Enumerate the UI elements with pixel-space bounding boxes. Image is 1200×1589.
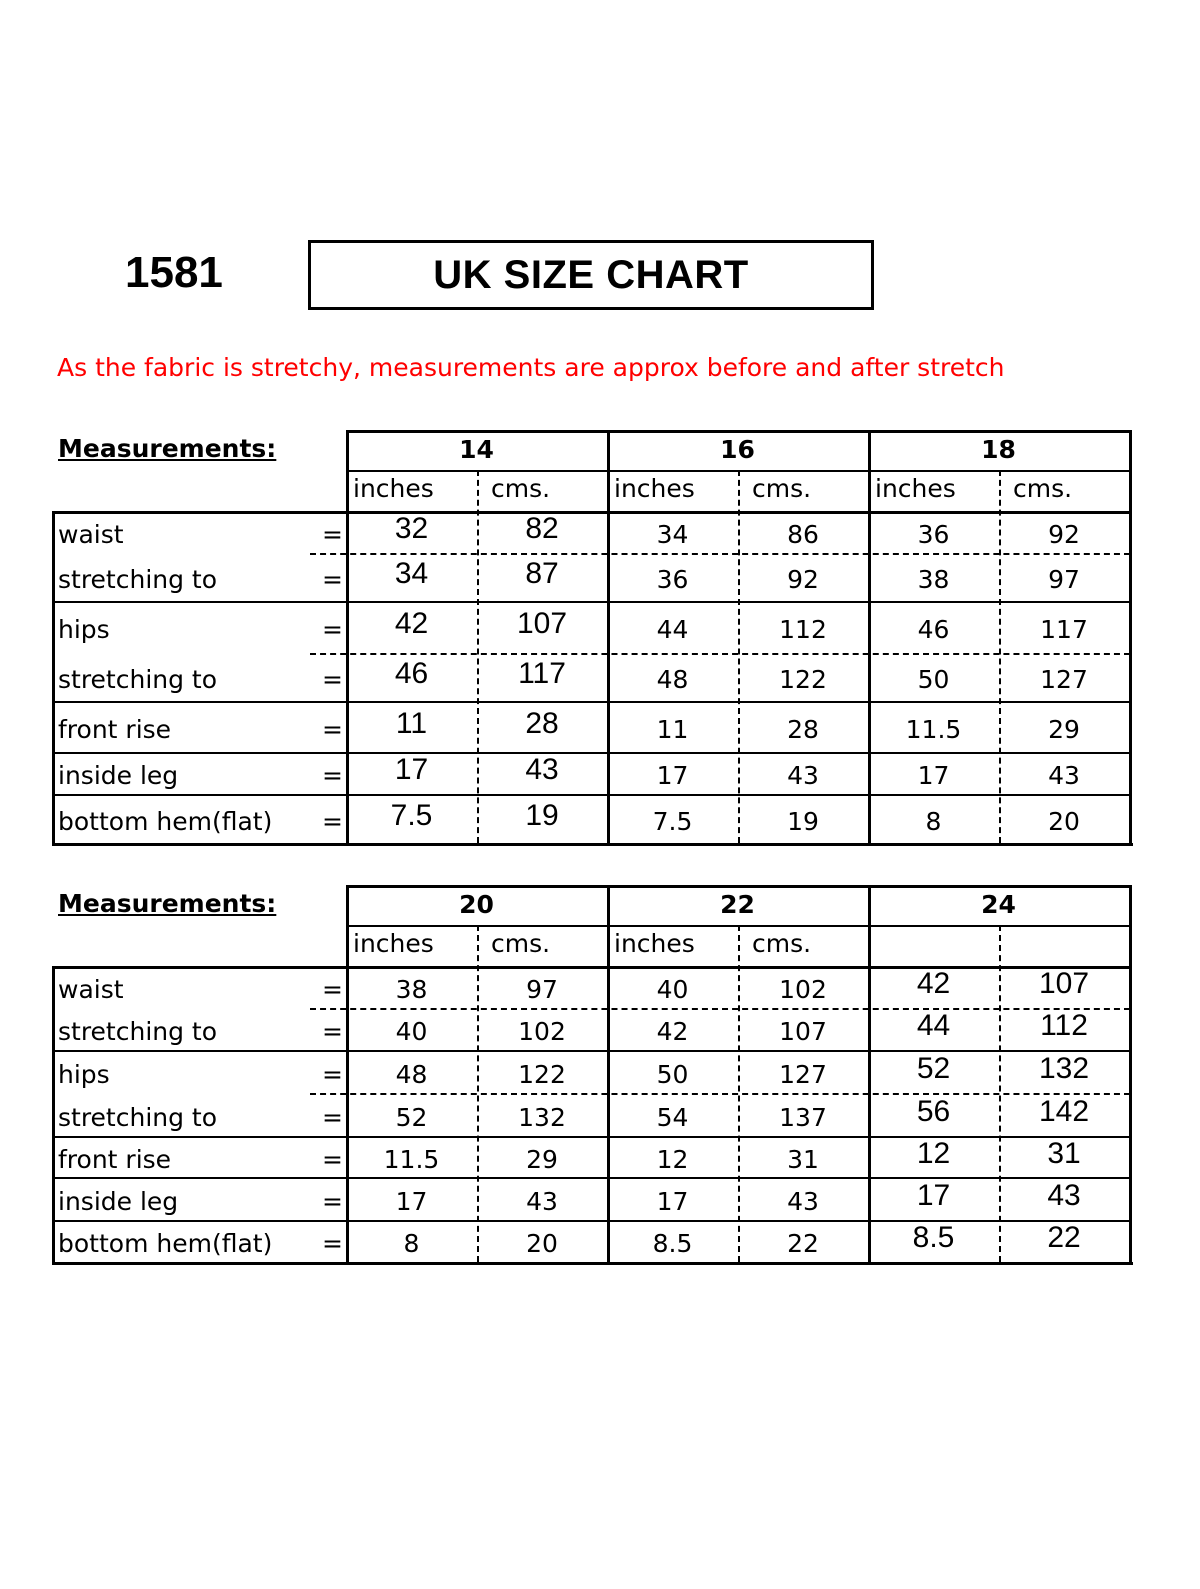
row-label: waist — [58, 520, 124, 549]
table-border — [52, 511, 1130, 514]
value-cell: 17 — [394, 753, 429, 786]
value-cell: 12 — [656, 1144, 689, 1174]
unit-cms: cms. — [752, 474, 812, 503]
value-cell: 50 — [917, 665, 950, 694]
column-divider — [1129, 885, 1132, 1262]
column-divider — [346, 430, 349, 843]
value-cell: 31 — [1047, 1136, 1081, 1170]
row-divider-dashed — [310, 1093, 1130, 1095]
value-cell: 52 — [916, 1051, 951, 1085]
value-cell: 29 — [526, 1144, 558, 1174]
page-title: UK SIZE CHART — [308, 240, 874, 310]
value-cell: 48 — [656, 665, 689, 694]
value-cell: 43 — [525, 753, 559, 786]
column-divider-dashed — [738, 470, 740, 843]
value-cell: 50 — [656, 1059, 689, 1089]
row-label: bottom hem(flat) — [58, 806, 273, 836]
row-divider — [52, 1220, 1130, 1222]
value-cell: 46 — [917, 615, 950, 644]
value-cell: 92 — [787, 565, 819, 594]
value-cell: 97 — [1048, 565, 1080, 594]
style-code: 1581 — [125, 248, 223, 297]
row-label: front rise — [58, 714, 172, 744]
row-label: front rise — [58, 1144, 172, 1174]
table-border — [52, 966, 55, 1262]
row-label: inside leg — [58, 761, 179, 790]
column-divider — [607, 885, 610, 1262]
value-cell: 127 — [779, 1059, 827, 1089]
value-cell: 82 — [525, 512, 559, 545]
value-cell: 28 — [787, 714, 819, 744]
value-cell: 43 — [1048, 761, 1080, 790]
stretch-note: As the fabric is stretchy, measurements are approx before and after stretch — [57, 353, 1005, 382]
value-cell: 11.5 — [905, 714, 962, 744]
value-cell: 46 — [394, 657, 429, 690]
value-cell: 44 — [916, 1009, 951, 1042]
value-cell: 11 — [656, 714, 689, 744]
size-header-24: 24 — [981, 890, 1016, 919]
unit-cms: cms. — [491, 474, 551, 503]
value-cell: 43 — [1047, 1178, 1081, 1212]
unit-cms: cms. — [1013, 474, 1073, 503]
value-cell: 112 — [779, 615, 827, 644]
equals-sign: = — [322, 975, 343, 1004]
row-divider — [52, 1136, 1130, 1138]
value-cell: 40 — [656, 975, 689, 1004]
value-cell: 36 — [917, 520, 950, 549]
value-cell: 38 — [917, 565, 950, 594]
value-cell: 107 — [779, 1017, 827, 1046]
column-divider-dashed — [738, 925, 740, 1262]
value-cell: 42 — [656, 1017, 689, 1046]
value-cell: 17 — [917, 761, 950, 790]
value-cell: 132 — [1038, 1051, 1090, 1085]
value-cell: 8.5 — [912, 1221, 955, 1254]
value-cell: 97 — [526, 975, 558, 1004]
row-label: hips — [58, 1059, 110, 1089]
value-cell: 11.5 — [383, 1144, 440, 1174]
unit-inches: inches — [614, 929, 695, 958]
column-divider-dashed — [477, 470, 479, 843]
size-header-16: 16 — [720, 435, 755, 464]
value-cell: 42 — [394, 607, 429, 640]
value-cell: 28 — [525, 706, 559, 740]
value-cell: 102 — [779, 975, 827, 1004]
column-divider — [346, 885, 349, 1262]
measurements-label: Measurements: — [58, 889, 277, 918]
size-header-14: 14 — [459, 435, 494, 464]
value-cell: 86 — [787, 520, 819, 549]
value-cell: 107 — [1038, 967, 1090, 1000]
table-border — [52, 1262, 1133, 1265]
unit-inches: inches — [614, 474, 695, 503]
value-cell: 137 — [779, 1102, 827, 1132]
row-label: hips — [58, 615, 110, 644]
unit-inches: inches — [353, 929, 434, 958]
value-cell: 36 — [656, 565, 689, 594]
equals-sign: = — [322, 1186, 343, 1216]
value-cell: 19 — [525, 798, 559, 832]
value-cell: 142 — [1038, 1094, 1090, 1128]
value-cell: 43 — [787, 1186, 819, 1216]
value-cell: 132 — [518, 1102, 566, 1132]
row-divider — [52, 752, 1130, 754]
size-header-22: 22 — [720, 890, 755, 919]
equals-sign: = — [322, 665, 343, 694]
value-cell: 112 — [1040, 1009, 1088, 1042]
value-cell: 122 — [518, 1059, 566, 1089]
equals-sign: = — [322, 520, 343, 549]
table-border — [346, 430, 1130, 433]
equals-sign: = — [322, 1059, 343, 1089]
value-cell: 20 — [1048, 806, 1080, 836]
table-border — [52, 843, 1133, 846]
value-cell: 34 — [656, 520, 689, 549]
value-cell: 8.5 — [652, 1229, 693, 1258]
equals-sign: = — [322, 565, 343, 594]
value-cell: 7.5 — [390, 798, 433, 832]
value-cell: 43 — [526, 1186, 558, 1216]
row-divider — [52, 1050, 1130, 1052]
row-divider-dashed — [310, 1008, 1130, 1010]
unit-cms: cms. — [491, 929, 551, 958]
value-cell: 102 — [518, 1017, 566, 1046]
equals-sign: = — [322, 806, 343, 836]
size-header-20: 20 — [459, 890, 494, 919]
value-cell: 19 — [787, 806, 819, 836]
value-cell: 7.5 — [652, 806, 693, 836]
value-cell: 42 — [916, 967, 951, 1000]
row-label: inside leg — [58, 1186, 179, 1216]
row-divider — [52, 701, 1130, 703]
equals-sign: = — [322, 761, 343, 790]
row-divider-dashed — [310, 553, 1130, 555]
value-cell: 17 — [656, 761, 689, 790]
equals-sign: = — [322, 1144, 343, 1174]
table-border — [52, 511, 55, 843]
row-divider — [52, 1177, 1130, 1179]
value-cell: 48 — [395, 1059, 428, 1089]
column-divider — [868, 885, 871, 1262]
column-divider-dashed — [999, 925, 1001, 1262]
table-border — [346, 885, 1130, 888]
value-cell: 8 — [925, 806, 942, 836]
row-divider — [52, 794, 1130, 796]
size-header-18: 18 — [981, 435, 1016, 464]
unit-inches: inches — [353, 474, 434, 503]
row-label: stretching to — [58, 565, 218, 594]
unit-cms: cms. — [752, 929, 812, 958]
value-cell: 54 — [656, 1102, 689, 1132]
equals-sign: = — [322, 1229, 343, 1258]
value-cell: 8 — [403, 1229, 420, 1258]
equals-sign: = — [322, 1017, 343, 1046]
value-cell: 87 — [525, 557, 559, 590]
value-cell: 17 — [395, 1186, 428, 1216]
row-label: waist — [58, 975, 124, 1004]
value-cell: 117 — [1040, 615, 1088, 644]
column-divider — [607, 430, 610, 843]
value-cell: 32 — [394, 512, 429, 545]
row-label: stretching to — [58, 1102, 218, 1132]
value-cell: 40 — [395, 1017, 428, 1046]
value-cell: 17 — [916, 1178, 951, 1212]
value-cell: 12 — [916, 1136, 951, 1170]
value-cell: 52 — [395, 1102, 428, 1132]
value-cell: 34 — [394, 557, 429, 590]
equals-sign: = — [322, 615, 343, 644]
value-cell: 11 — [395, 706, 428, 740]
value-cell: 22 — [787, 1229, 819, 1258]
column-divider — [868, 430, 871, 843]
column-divider-dashed — [999, 470, 1001, 843]
value-cell: 20 — [526, 1229, 558, 1258]
value-cell: 127 — [1040, 665, 1088, 694]
row-divider — [52, 601, 1130, 603]
column-divider — [1129, 430, 1132, 843]
table-border — [52, 966, 1130, 969]
equals-sign: = — [322, 1102, 343, 1132]
row-divider-dashed — [310, 653, 1130, 655]
value-cell: 38 — [395, 975, 428, 1004]
equals-sign: = — [322, 714, 343, 744]
row-label: bottom hem(flat) — [58, 1229, 273, 1258]
measurements-label: Measurements: — [58, 434, 277, 463]
value-cell: 29 — [1048, 714, 1080, 744]
value-cell: 43 — [787, 761, 819, 790]
value-cell: 92 — [1048, 520, 1080, 549]
row-label: stretching to — [58, 1017, 218, 1046]
value-cell: 31 — [787, 1144, 819, 1174]
value-cell: 122 — [779, 665, 827, 694]
unit-inches: inches — [875, 474, 956, 503]
value-cell: 17 — [656, 1186, 689, 1216]
value-cell: 44 — [656, 615, 689, 644]
column-divider-dashed — [477, 925, 479, 1262]
value-cell: 56 — [916, 1094, 951, 1128]
value-cell: 117 — [518, 657, 566, 690]
value-cell: 107 — [516, 607, 568, 640]
row-label: stretching to — [58, 665, 218, 694]
value-cell: 22 — [1047, 1221, 1081, 1254]
